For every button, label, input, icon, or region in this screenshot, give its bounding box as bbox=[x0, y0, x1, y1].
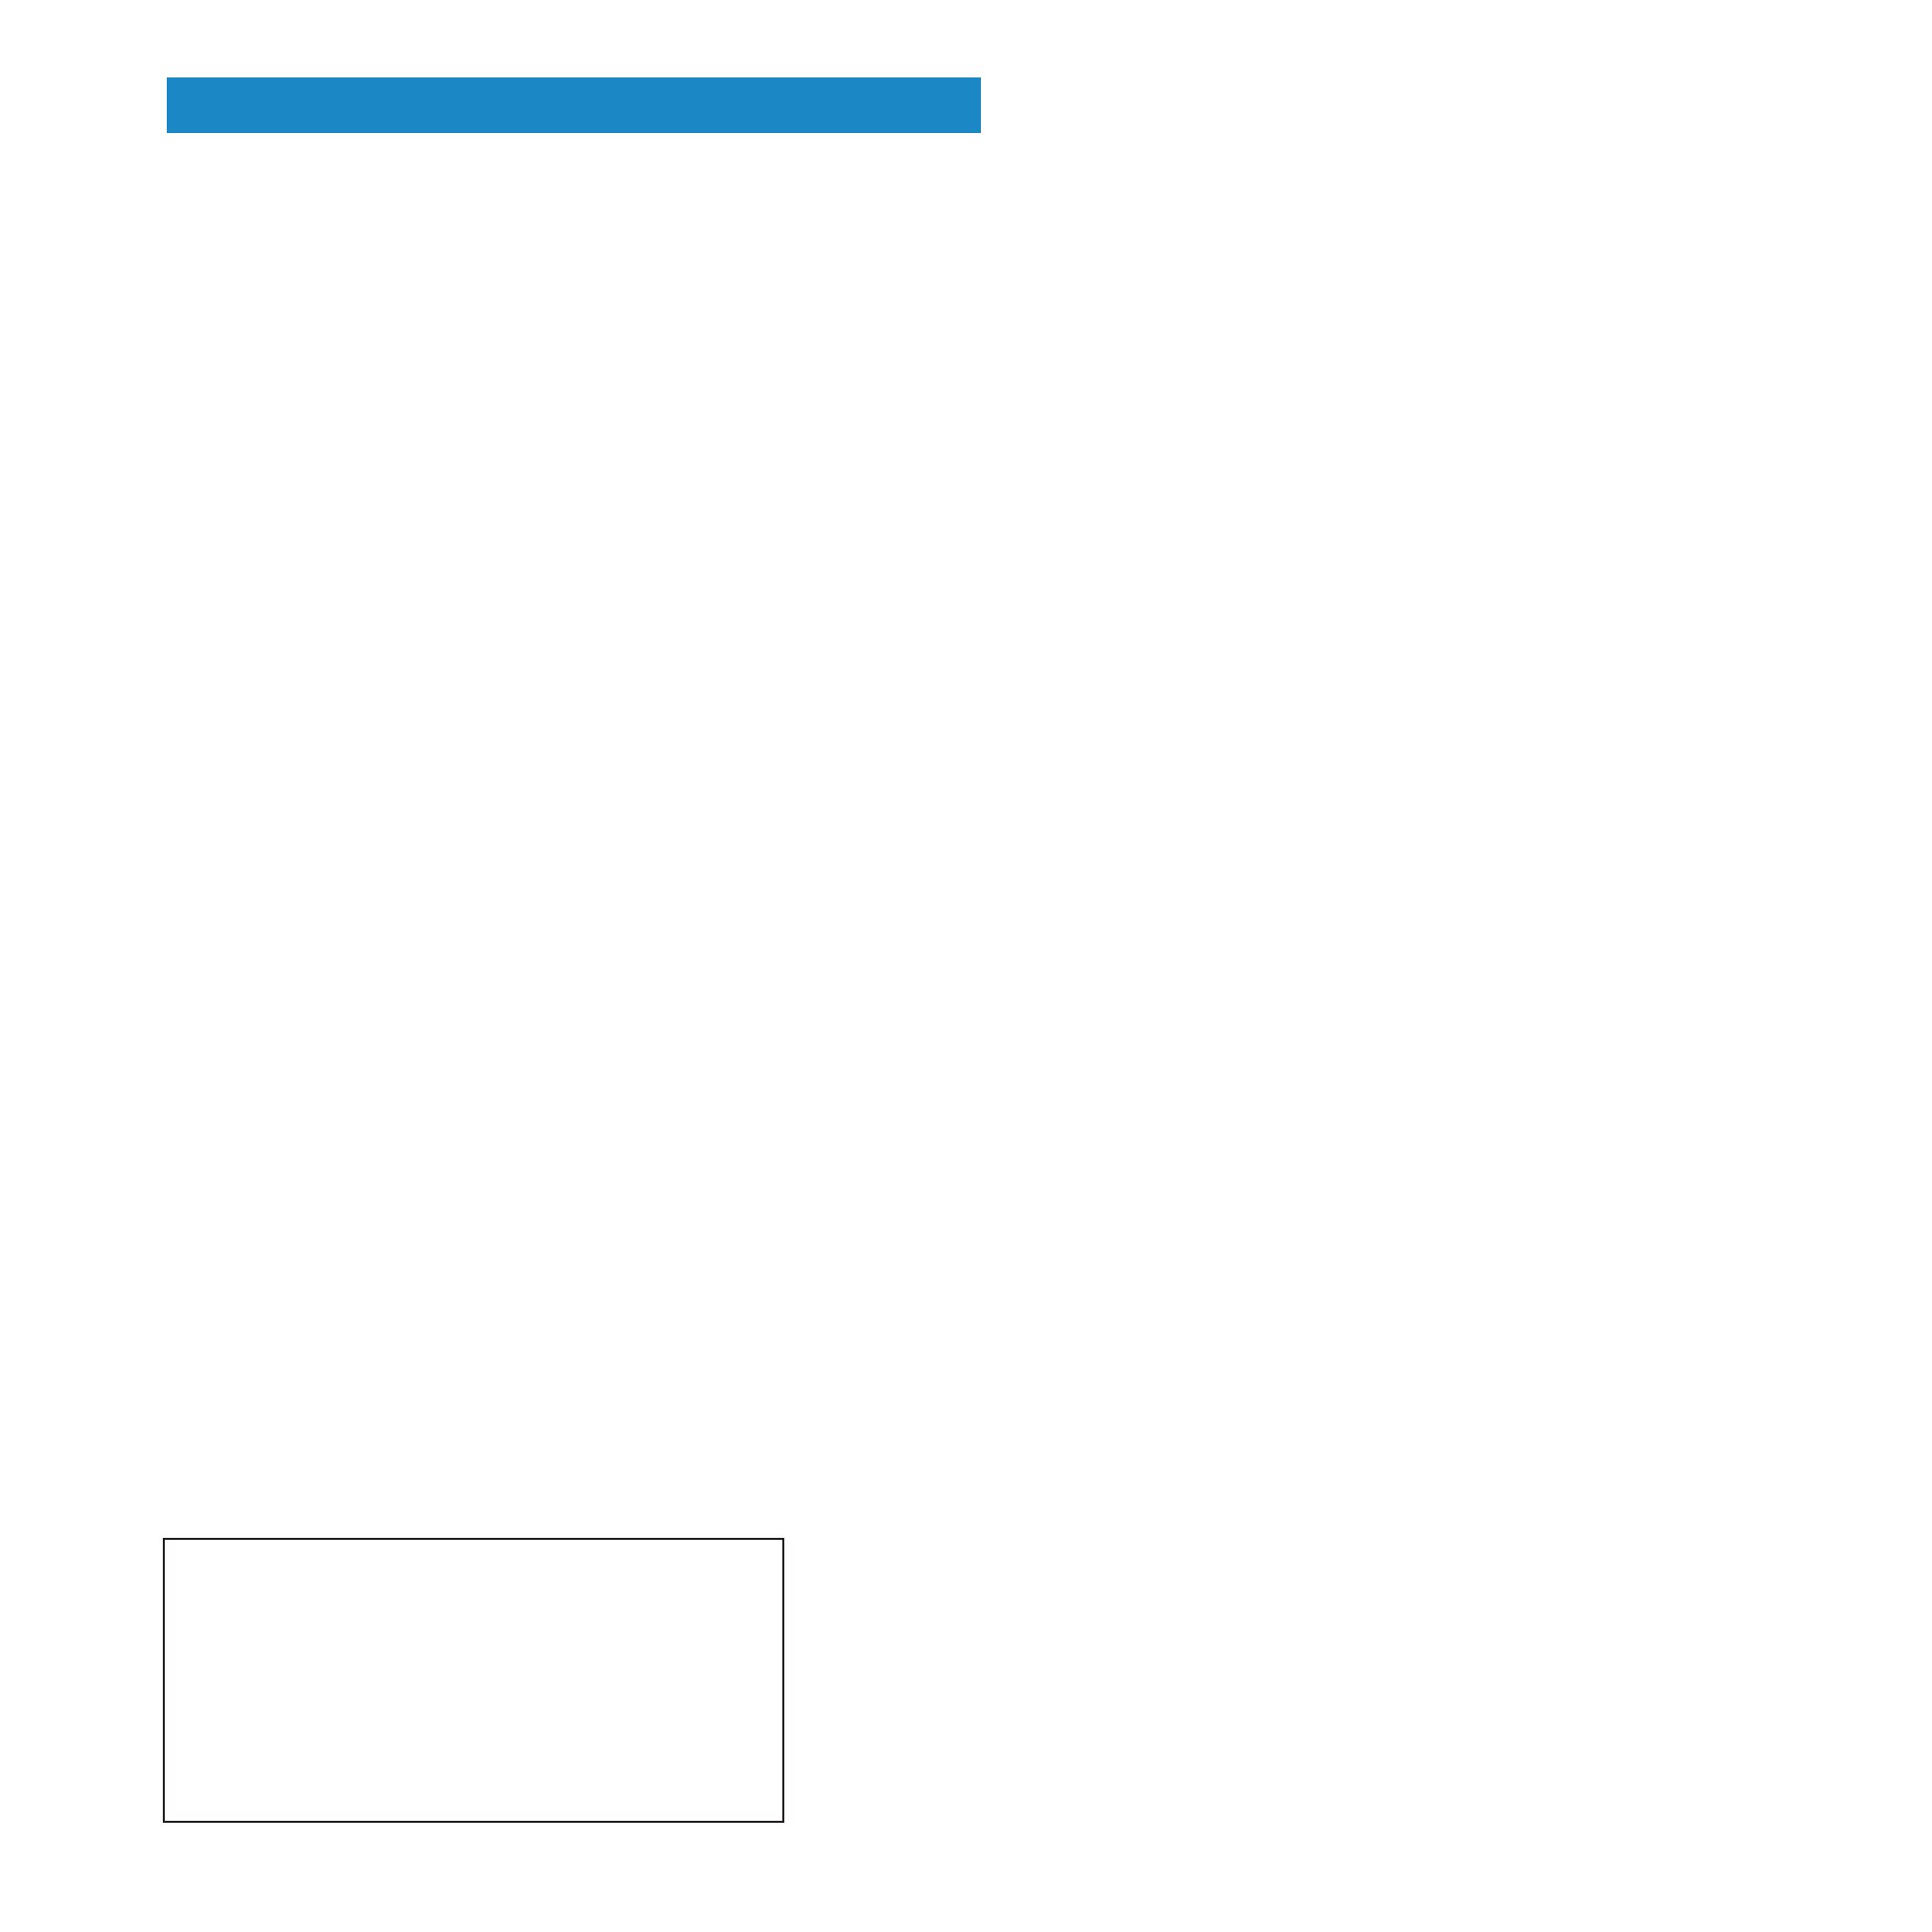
left-ingredient-column bbox=[179, 141, 981, 1015]
non-medicinal-section bbox=[177, 1063, 792, 1137]
non-medicinal-en bbox=[177, 1063, 792, 1094]
non-medicinal-fr bbox=[177, 1100, 792, 1131]
suggested-dose-box bbox=[163, 1538, 784, 1823]
suggested-dose-section bbox=[177, 1553, 772, 1557]
right-ingredient-column bbox=[994, 77, 1788, 1011]
ingredients-table-header bbox=[167, 77, 981, 133]
